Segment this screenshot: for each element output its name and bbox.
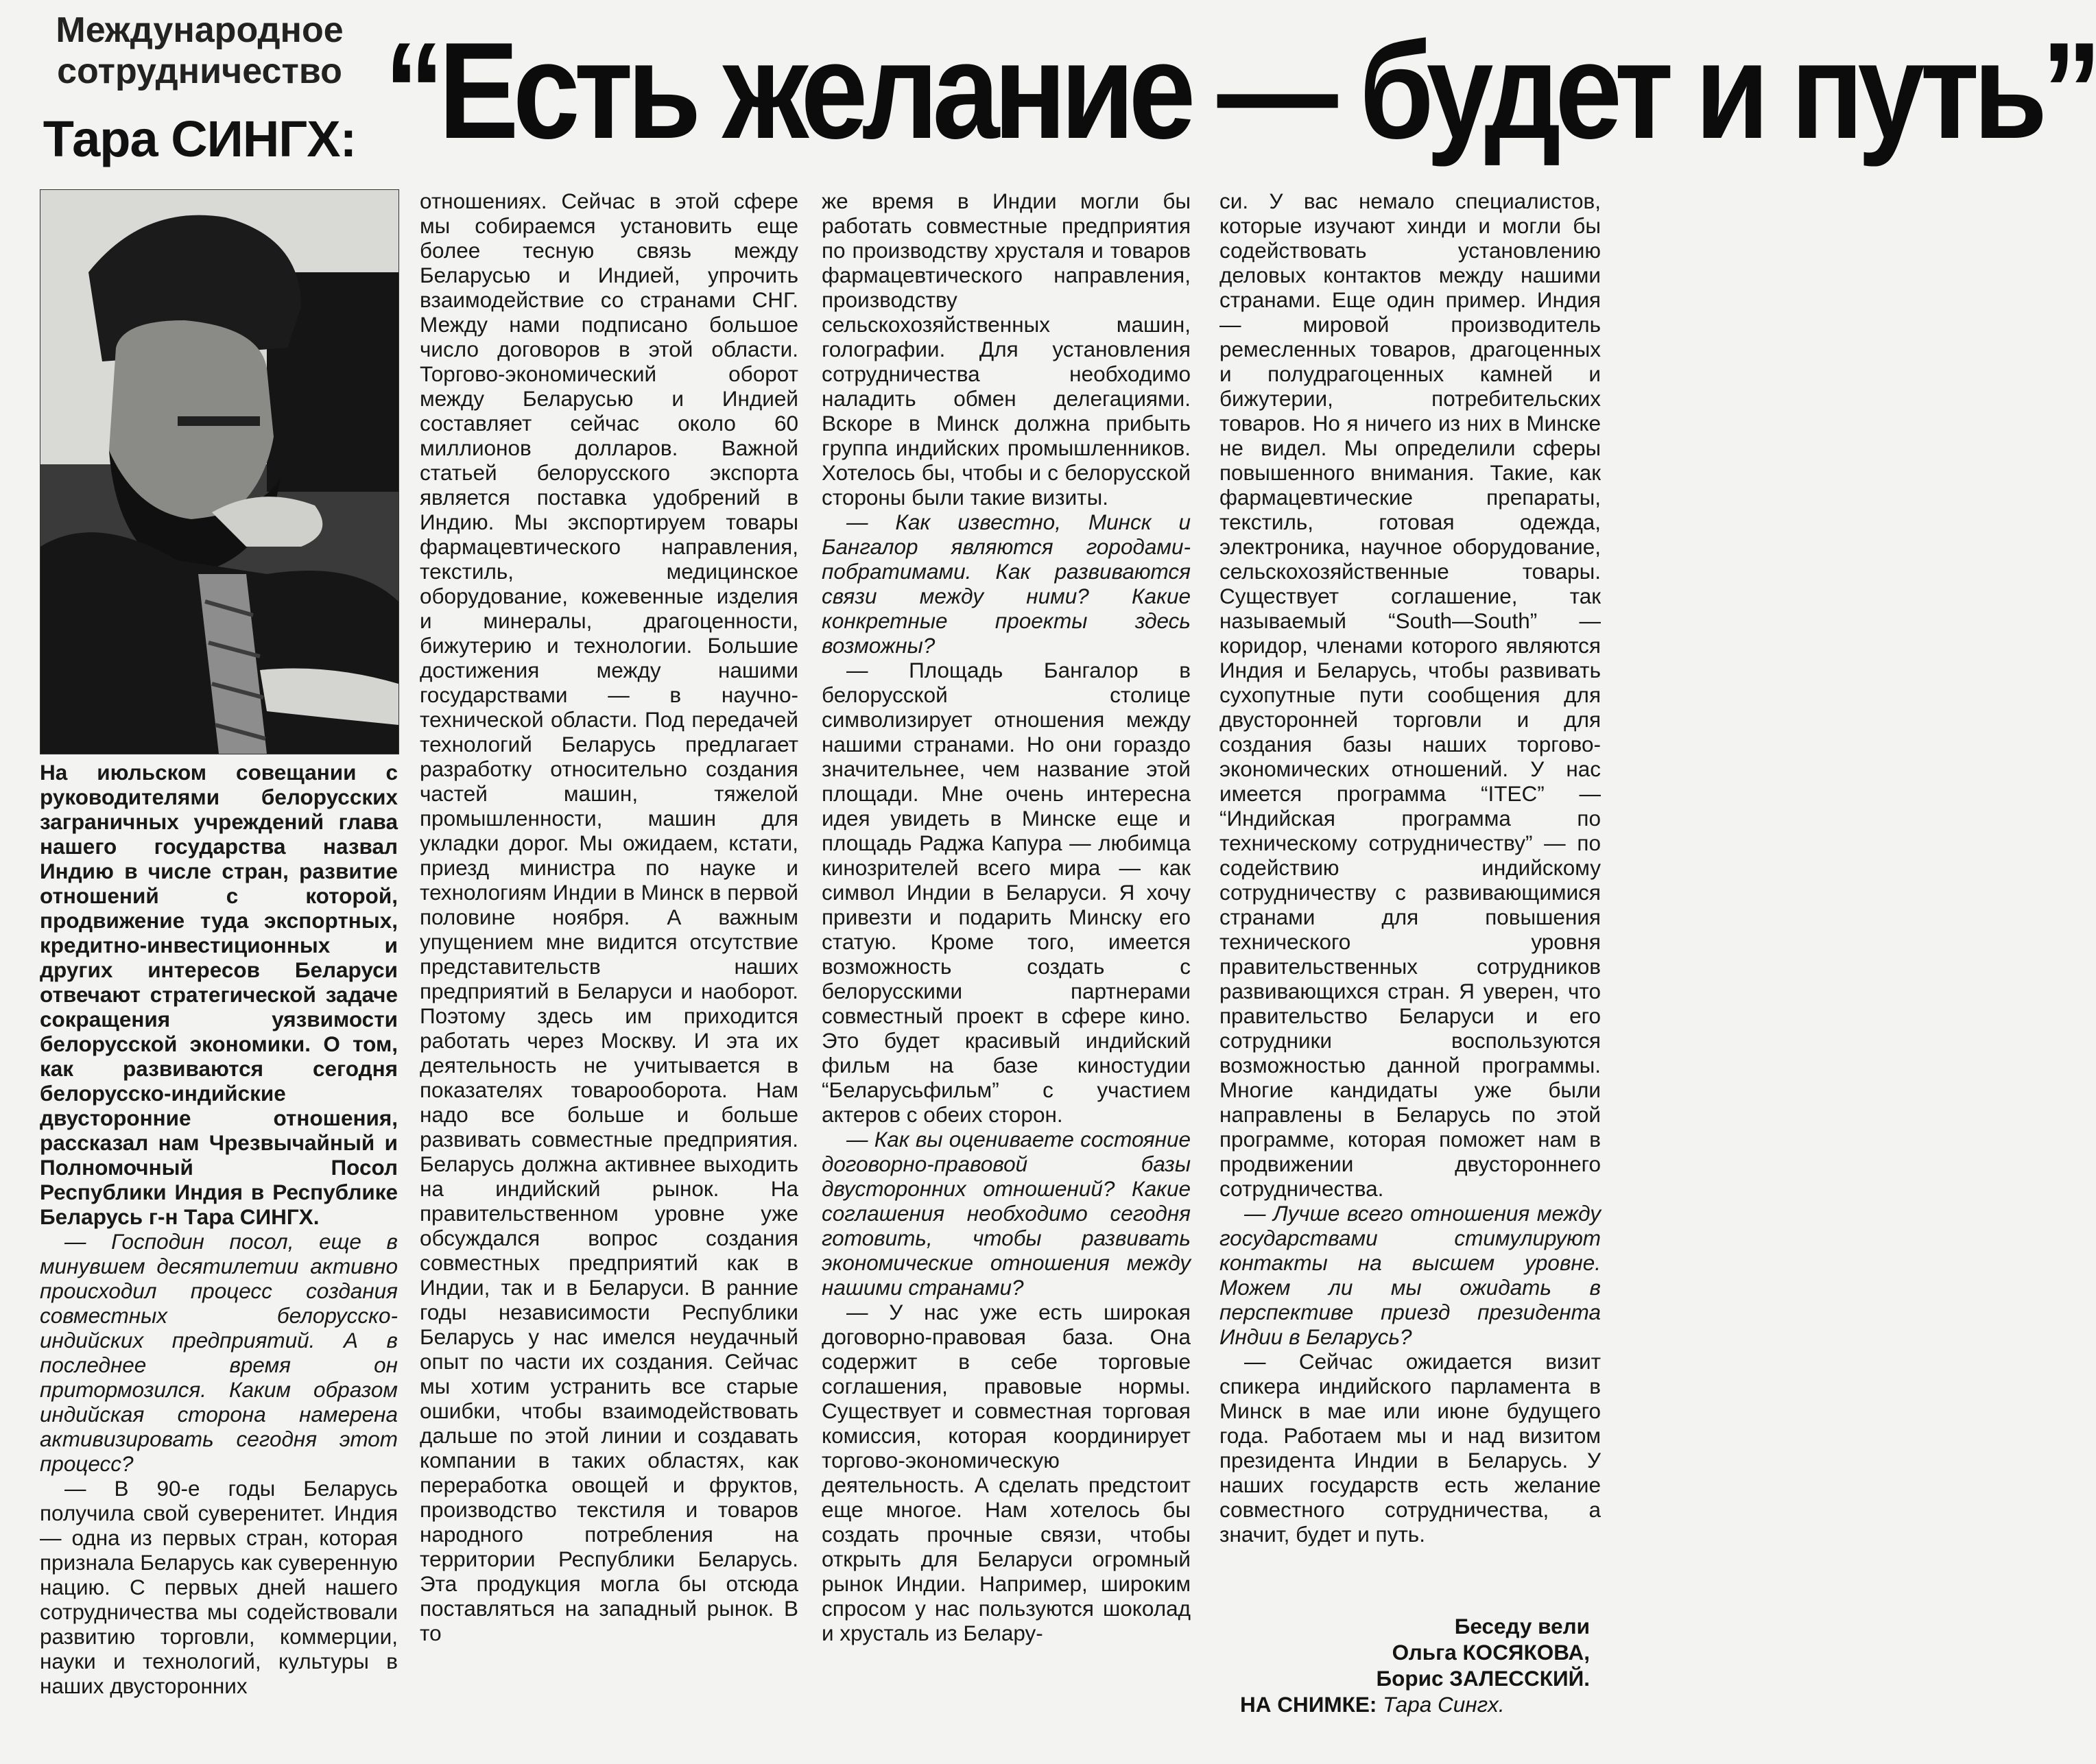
column-3 [822, 189, 1191, 1721]
photo-caption-label: НА СНИМКЕ: [1240, 1692, 1377, 1717]
column-2-text: отношениях. Сейчас в этой сфере мы собираемся установить еще более тесную связь между Беларусью и Индией, упрочить взаимодействие со странами СНГ. Между нами подписано большое число договоров в этой области. Торгово-экономический оборот между Беларусью и Индией составляет сейчас около 60 миллионов долларов. Важной статьей белорусского экспорта является поставка удобрений в Индию. Мы экспортируем товары фармацевтического направления, текстиль, медицинское оборудование, кожевенные изделия и минералы, драгоценности, бижутерию и технологии. Большие достижения между нашими государствами — в научно-технической области. Под передачей технологий Беларусь предлагает разработку относительно создания частей машин, тяжелой промышленности, машин для укладки дорог. Мы ожидаем, кстати, приезд министра по науке и технологиям Индии в Минск в первой половине ноября. А важным упущением мне видится отсутствие представительств наших предприятий в Беларуси и наоборот. Поэтому здесь им приходится работать через Москву. И эта их деятельность не учитывается в показателях товарооборота. Нам надо все больше и больше развивать совместные предприятия. Беларусь должна активнее выходить на индийский рынок. На правительственном уровне уже обсуждался вопрос создания совместных предприятий как в Индии, так и в Беларуси. В ранние годы независимости Республики Беларусь у нас имелся неудачный опыт по части их создания. Сейчас мы хотим устранить все старые ошибки, чтобы взаимодействовать дальше по этой линии и создавать компании в таких областях, как переработка овощей и фруктов, производство текстиля и товаров народного потребления на территории Республики Беларусь. Эта продукция могла бы отсюда поставляться на западный рынок. В то [420, 189, 798, 1645]
speaker-name: Тара СИНГХ: [43, 110, 357, 167]
portrait-photo [40, 189, 399, 754]
question-2: — Как известно, Минск и Бангалор являются городами-побратимами. Как развиваются связи между ними? Какие конкретные проекты здесь возможны? [822, 510, 1191, 658]
rubric-line-2: сотрудничество [57, 51, 342, 91]
credits-intro: Беседу вели [1454, 1614, 1590, 1638]
answer-1: — В 90-е годы Беларусь получила свой суверенитет. Индия — одна из первых стран, которая признала Беларусь как суверенную нацию. С первых дней нашего сотрудничества мы содействовали развитию торговли, коммерции, науки и технологий, культуры в наших двусторонних [40, 1476, 398, 1698]
answer-2: — Площадь Бангалор в белорусской столице символизирует отношения между нашими странами. Но они гораздо значительнее, чем название этой площади. Мне очень интересна идея увидеть в Минске еще и площадь Раджа Капура — любимца кинозрителей всего мира — как символ Индии в Беларуси. Я хочу привезти и подарить Минску его статую. Кроме того, имеется возможность создать с белорусскими партнерами совместный проект в сфере кино. Это будет красивый индийский фильм на базе киностудии “Беларусьфильм” с участием актеров с обеих сторон. [822, 658, 1191, 1127]
rubric [38, 10, 361, 92]
lead-paragraph: На июльском совещании с руководителями белорусских заграничных учреждений глава нашего государства назвал Индию в числе стран, развитие отношений с которой, продвижение туда экспортных, кредитно-инвестиционных и других интересов Беларуси отвечают стратегической задаче сокращения уязвимости белорусской экономики. О том, как развиваются сегодня белорусско-индийские двусторонние отношения, рассказал нам Чрезвычайный и Полномочный Посол Республики Индия в Республике Беларусь г-н Тара СИНГХ. [40, 760, 398, 1229]
question-4: — Лучше всего отношения между государствами стимулируют контакты на высшем уровне. Можем ли мы ожидать в перспективе приезд президента Индии в Беларусь? [1219, 1201, 1601, 1349]
answer-1-continued: же время в Индии могли бы работать совместные предприятия по производству хрусталя и товаров фармацевтического направления, производству сельскохозяйственных машин, голографии. Для установления сотрудничества необходимо наладить обмен делегациями. Вскоре в Минск должна прибыть группа индийских промышленников. Хотелось бы, чтобы и с белорусской стороны были такие визиты. [822, 189, 1191, 510]
photo-caption-text: Тара Сингх. [1383, 1692, 1505, 1717]
author-1: Ольга КОСЯКОВА, [1392, 1640, 1590, 1665]
credits [1219, 1613, 1590, 1717]
rubric-line-1: Международное [56, 10, 344, 50]
author-2: Борис ЗАЛЕССКИЙ. [1376, 1666, 1590, 1691]
column-4 [1219, 189, 1601, 1660]
article-headline: “Есть желание — будет и путь” [384, 14, 2096, 167]
question-3: — Как вы оцениваете состояние договорно-правовой базы двусторонних отношений? Какие соглашения необходимо сегодня готовить, чтобы развивать экономические отношения между нашими странами? [822, 1127, 1191, 1300]
answer-3-continued: си. У вас немало специалистов, которые изучают хинди и могли бы содействовать установлению деловых контактов между нашими странами. Еще один пример. Индия — мировой производитель ремесленных товаров, драгоценных и полудрагоценных камней и бижутерии, потребительских товаров. Но я ничего из них в Минске не видел. Мы определили сферы повышенного внимания. Такие, как фармацевтические препараты, текстиль, готовая одежда, электроника, научное оборудование, сельскохозяйственные товары. Существует соглашение, так называемый “South—South” — коридор, членами которого являются Индия и Беларусь, чтобы развивать сухопутные пути сообщения для двусторонней торговли и для создания базы наших торгово-экономических отношений. У нас имеется программа “ITEC” — “Индийская программа по техническому сотрудничеству” — по содействию индийскому сотрудничеству с развивающимися странами для повышения технического уровня правительственных сотрудников развивающихся стран. Я уверен, что правительство Беларуси и его сотрудники воспользуются возможностью данной программы. Многие кандидаты уже были направлены в Беларусь по этой программе, которая поможет нам в продвижении двустороннего сотрудничества. [1219, 189, 1601, 1201]
column-2 [420, 189, 798, 1721]
portrait-photo-icon [40, 190, 398, 754]
column-1 [40, 760, 398, 1720]
photo-caption [1219, 1691, 1590, 1717]
answer-4: — Сейчас ожидается визит спикера индийского парламента в Минск в мае или июне будущего года. Работаем мы и над визитом президента Индии в Беларусь. У наших государств есть желание совместного сотрудничества, а значит, будет и путь. [1219, 1349, 1601, 1547]
question-1: — Господин посол, еще в минувшем десятилетии активно происходил процесс создания совместных белорусско-индийских предприятий. А в последнее время он притормозился. Каким образом индийская сторона намерена активизировать сегодня этот процесс? [40, 1229, 398, 1476]
answer-3: — У нас уже есть широкая договорно-правовая база. Она содержит в себе торговые соглашения, правовые нормы. Существует и совместная торговая комиссия, которая координирует торгово-экономическую деятельность. А сделать предстоит еще многое. Нам хотелось бы создать прочные связи, чтобы открыть для Беларуси огромный рынок Индии. Например, широким спросом у нас пользуются шоколад и хрусталь из Белару- [822, 1300, 1191, 1645]
